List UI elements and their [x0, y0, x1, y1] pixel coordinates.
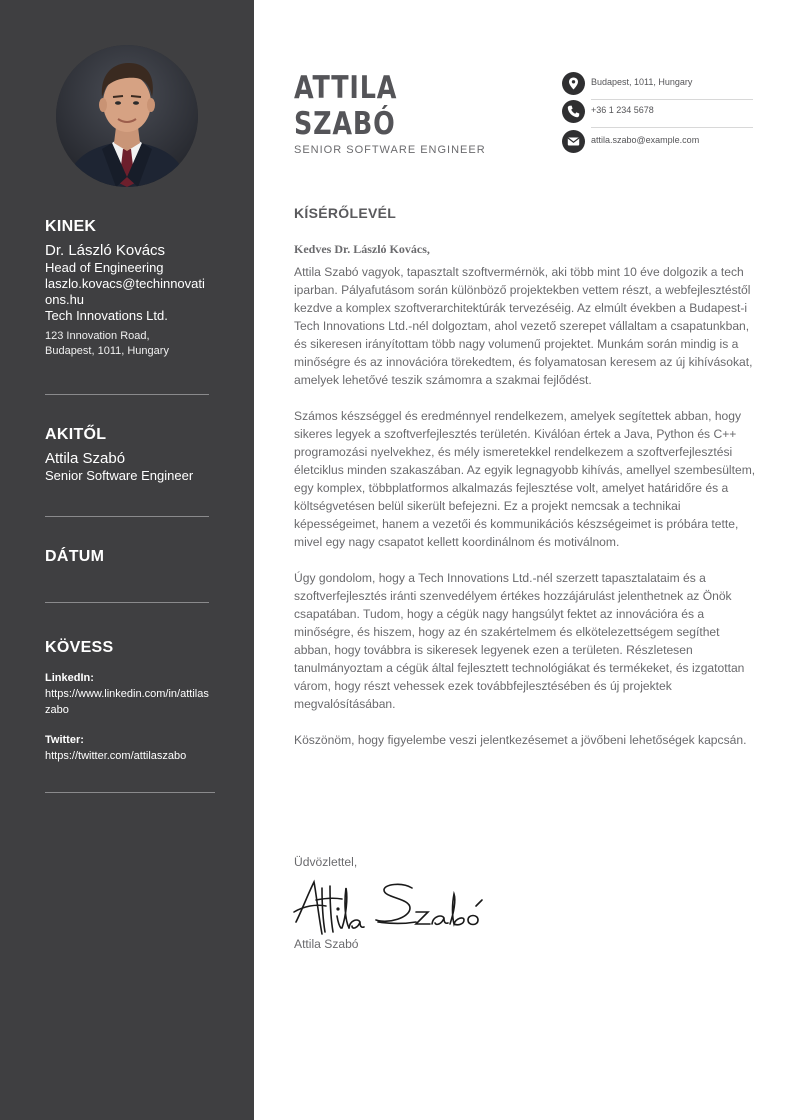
linkedin-label: LinkedIn: [45, 672, 94, 684]
paragraph: Köszönöm, hogy figyelembe veszi jelentkezésemet a jövőbeni lehetőségek kapcsán. [294, 733, 747, 747]
recipient-address-line2: Budapest, 1011, Hungary [45, 345, 169, 357]
sidebar-divider [45, 516, 209, 517]
closing: Üdvözlettel, [294, 855, 358, 869]
recipient-company: Tech Innovations Ltd. [45, 308, 168, 323]
sidebar [0, 0, 254, 1120]
date-heading: DÁTUM [45, 548, 105, 565]
date-block [45, 548, 210, 572]
paragraph: Számos készséggel és eredménnyel rendelkezem, amelyek segítettek abban, hogy sikeres legyek a szoftverfejlesztés területén. Kiválóan értek a Java, Python és C++ programozási nyelvekhez, és mély ismeretekkel rendelkezem a szoftverfejlesztési életciklus minden szakaszában. Az egyik legnagyobb kihívás, amellyel szembesültem, egy komplex, többplatformos alkalmazás fejlesztése volt, amelyet határidőre és a költségvetésen belül sikerült befejezni. Ez a projekt nemcsak a technikai képességeimet, hanem a vezetői és kommunikációs készségeimet is próbára tette, mivel egy nagy csapatot kellett koordinálnom és motiválnom. [294, 409, 756, 549]
contact-phone [562, 100, 753, 124]
sender-heading: AKITŐL [45, 426, 107, 443]
recipient-address-line1: 123 Innovation Road, [45, 330, 150, 342]
salutation: Kedves Dr. László Kovács, [294, 242, 430, 256]
recipient-block [45, 218, 210, 359]
paragraph: Úgy gondolom, hogy a Tech Innovations Ltd.-nél szerzett tapasztalataim és a szoftverfejlesztés iránti szenvedélyem értékes hozzájárulást jelenthetnek az Önök csapatában. Tudom, hogy a cégük nagy hangsúlyt fektet az innovációra és a minőségre, és hiszem, hogy az én szakértelmem és elkötelezettségem segíthet abban, hogy továbbra is sikeresek legyenek ezen a területen. Részletesen tanulmányoztam a cégük által fejlesztett technológiákat és termékeket, és izgatottan várom, hogy részt vehessek ezek továbbfejlesztésében és új projektek megvalósításában. [294, 571, 745, 711]
envelope-icon [567, 135, 580, 148]
recipient-email[interactable]: laszlo.kovacs@techinnovations.hu [45, 276, 205, 307]
twitter-label: Twitter: [45, 734, 84, 746]
recipient-heading: KINEK [45, 218, 97, 235]
contact-divider [591, 127, 753, 128]
profile-photo [56, 45, 198, 187]
follow-heading: KÖVESS [45, 639, 114, 656]
section-title: KÍSÉRŐLEVÉL [294, 205, 397, 221]
sender-block [45, 426, 210, 484]
sender-position: Senior Software Engineer [45, 468, 194, 483]
twitter-link[interactable]: https://twitter.com/attilaszabo [45, 750, 187, 762]
signer-name: Attila Szabó [294, 937, 359, 951]
phone-icon [567, 105, 580, 118]
job-title: SENIOR SOFTWARE ENGINEER [294, 144, 486, 156]
recipient-name: Dr. László Kovács [45, 242, 166, 259]
follow-block [45, 639, 210, 764]
first-name: ATTILA [294, 70, 398, 106]
contact-email [562, 130, 753, 154]
signature-image [292, 876, 492, 943]
contact-address [562, 72, 753, 96]
phone-text[interactable]: +36 1 234 5678 [591, 105, 654, 115]
location-pin-icon [567, 77, 580, 90]
email-text[interactable]: attila.szabo@example.com [591, 135, 700, 145]
last-name: SZABÓ [294, 106, 396, 142]
linkedin-link[interactable]: https://www.linkedin.com/in/attilaszabo [45, 688, 209, 716]
sidebar-divider [45, 792, 215, 793]
sidebar-divider [45, 602, 209, 603]
paragraph: Attila Szabó vagyok, tapasztalt szoftvermérnök, aki több mint 10 éve dolgozik a tech iparban. Pályafutásom során különböző projektekben vettem részt, a webfejlesztéstől kezdve a komplex szoftverarchitektúrák tervezéséig. Az elmúlt években a Budapest-i Tech Innovations Ltd.-nél dolgoztam, ahol vezető szerepet vállaltam a csapatunkban, és sikeresen irányítottam több nagy volumenű projektet. Munkám során mindig is a minőségre és az innovációra törekedtem, és folyamatosan keresem az új kihívásokat, amelyek lehetővé teszik számomra a szakmai fejlődést. [294, 265, 753, 387]
recipient-position: Head of Engineering [45, 260, 164, 275]
address-text: Budapest, 1011, Hungary [591, 77, 693, 87]
applicant-name [294, 70, 474, 142]
sidebar-divider [45, 394, 209, 395]
sender-name: Attila Szabó [45, 450, 126, 467]
letter-body [294, 263, 756, 767]
